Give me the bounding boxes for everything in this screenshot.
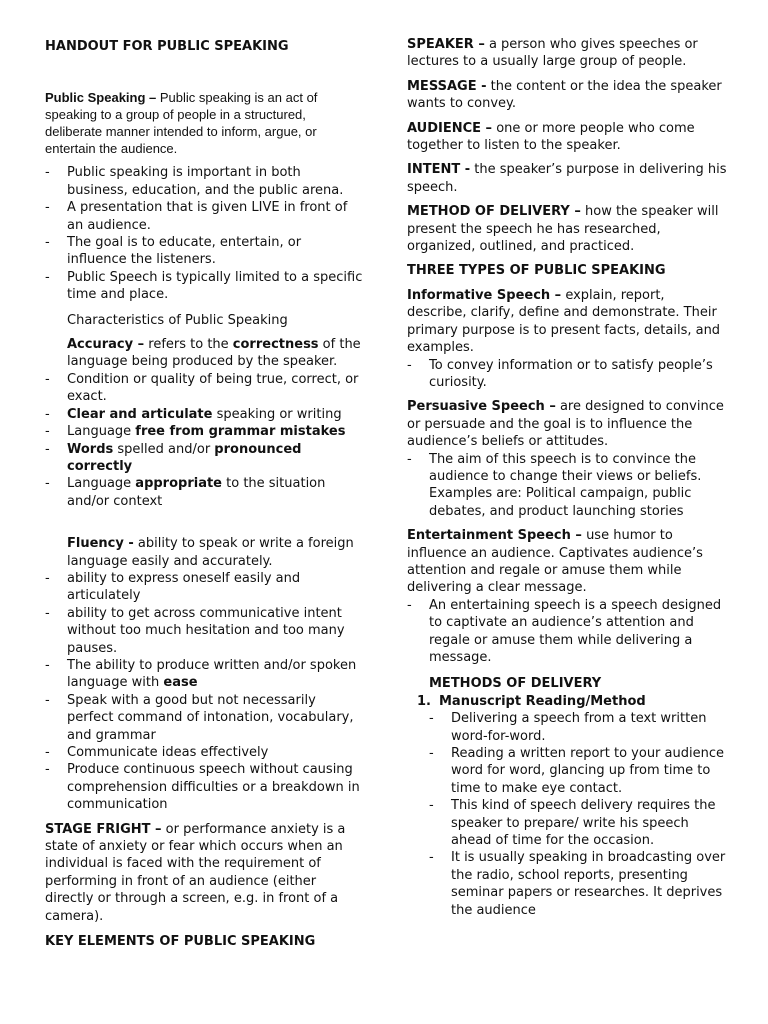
persuasive-list: [407, 451, 727, 521]
persuasive-speech-definition: Persuasive Speech – are designed to convince or persuade and the goal is to influence the audience’s beliefs or attitudes.: [407, 399, 724, 450]
list-item: - The ability to produce written and/or spoken language with ease: [45, 657, 363, 692]
definition-audience: AUDIENCE – one or more people who come together to listen to the speaker.: [407, 120, 695, 154]
list-item: - ability to express oneself easily and articulately: [45, 570, 363, 605]
left-column: [45, 36, 363, 950]
list-item: - Clear and articulate speaking or writing: [45, 406, 363, 423]
stage-fright-definition: [45, 821, 363, 925]
accuracy-bold: correctness: [232, 337, 319, 353]
public-speaking-text: Public speaking is an act of speaking to a group of people in a structured, deliberate manner intended to inform, argue, or entertain the audience.: [45, 90, 318, 157]
list-item: - It is usually speaking in broadcasting over the radio, school reports, presenting seminar papers or researches. It deprives the audience: [429, 849, 727, 919]
manuscript-heading: [407, 693, 727, 710]
list-item: - This kind of speech delivery requires the speaker to prepare/ write his speech ahead of time for the occasion.: [429, 797, 727, 849]
accuracy-text-end: of the language being produced by the speaker.: [67, 337, 361, 370]
list-item: - To convey information or to satisfy people’s curiosity.: [407, 357, 727, 392]
list-item: - Words spelled and/or pronounced correctly: [45, 441, 363, 476]
list-item: - Language free from grammar mistakes: [45, 423, 363, 440]
key-elements-heading: KEY ELEMENTS OF PUBLIC SPEAKING: [45, 934, 316, 950]
methods-list: [407, 693, 727, 919]
stage-fright-text: or performance anxiety is a state of anxiety or fear which occurs when an individual is faced with the requirement of performing in front of an audience (either directly or through a screen, e.g. in front of a camera).: [45, 821, 346, 924]
accuracy-definition: [67, 336, 363, 371]
handout-title: HANDOUT FOR PUBLIC SPEAKING: [45, 39, 289, 54]
definition-message: MESSAGE - the content or the idea the speaker wants to convey.: [407, 78, 722, 112]
definition-method-of-delivery: METHOD OF DELIVERY – how the speaker will present the speech he has researched, organized, outlined, and practiced.: [407, 204, 719, 255]
list-item: - A presentation that is given LIVE in front of an audience.: [45, 199, 363, 234]
entertainment-list: [407, 597, 727, 667]
manuscript-number: 1.: [417, 693, 431, 709]
entertainment-speech-definition: Entertainment Speech – use humor to influence an audience. Captivates audience’s attention and regale or amuse them while delivering a clear message.: [407, 528, 703, 596]
public-speaking-term: Public Speaking –: [45, 90, 157, 106]
list-item: - Public Speech is typically limited to a specific time and place.: [45, 269, 363, 304]
fluency-text: ability to speak or write a foreign language easily and accurately.: [67, 536, 354, 569]
list-item: - The goal is to educate, entertain, or influence the listeners.: [45, 234, 363, 269]
definition-speaker: SPEAKER – a person who gives speeches or lectures to a usually large group of people.: [407, 37, 698, 70]
accuracy-text: refers to the: [144, 337, 233, 353]
list-item: - Speak with a good but not necessarily perfect command of intonation, vocabulary, and grammar: [45, 692, 363, 744]
public-speaking-definition: [45, 89, 363, 157]
manuscript-title: Manuscript Reading/Method: [439, 693, 646, 709]
manuscript-list: [429, 710, 727, 919]
fluency-definition: [67, 535, 363, 570]
accuracy-list: [45, 371, 363, 510]
right-column: [407, 36, 727, 919]
list-item: - Public speaking is important in both business, education, and the public arena.: [45, 164, 363, 199]
list-item: - Delivering a speech from a text written word-for-word.: [429, 710, 727, 745]
characteristics-heading: Characteristics of Public Speaking: [67, 312, 288, 328]
list-item: - The aim of this speech is to convince the audience to change their views or beliefs. Examples are: Political campaign, public debates, and product launching stories: [407, 451, 727, 521]
informative-speech-definition: Informative Speech – explain, report, describe, clarify, define and demonstrate. Their primary purpose is to present facts, details, and examples.: [407, 287, 721, 356]
methods-of-delivery-heading: METHODS OF DELIVERY: [429, 676, 602, 692]
accuracy-term: Accuracy –: [67, 337, 145, 353]
method-manuscript: [407, 693, 727, 919]
public-speaking-list: [45, 164, 363, 303]
list-item: - Reading a written report to your audience word for word, glancing up from time to time to make eye contact.: [429, 745, 727, 797]
list-item: - ability to get across communicative intent without too much hesitation and too many pauses.: [45, 605, 363, 657]
stage-fright-term: STAGE FRIGHT –: [45, 821, 162, 837]
definition-intent: INTENT - the speaker’s purpose in delivering his speech.: [407, 162, 727, 195]
list-item: - Language appropriate to the situation and/or context: [45, 475, 363, 510]
informative-list: [407, 357, 727, 392]
list-item: - An entertaining speech is a speech designed to captivate an audience’s attention and regale or amuse them while delivering a message.: [407, 597, 727, 667]
three-types-heading: THREE TYPES OF PUBLIC SPEAKING: [407, 263, 666, 279]
fluency-term: Fluency -: [67, 536, 134, 552]
list-item: - Communicate ideas effectively: [45, 744, 363, 761]
list-item: - Condition or quality of being true, correct, or exact.: [45, 371, 363, 406]
list-item: - Produce continuous speech without causing comprehension difficulties or a breakdown in communication: [45, 761, 363, 813]
fluency-list: [45, 570, 363, 814]
